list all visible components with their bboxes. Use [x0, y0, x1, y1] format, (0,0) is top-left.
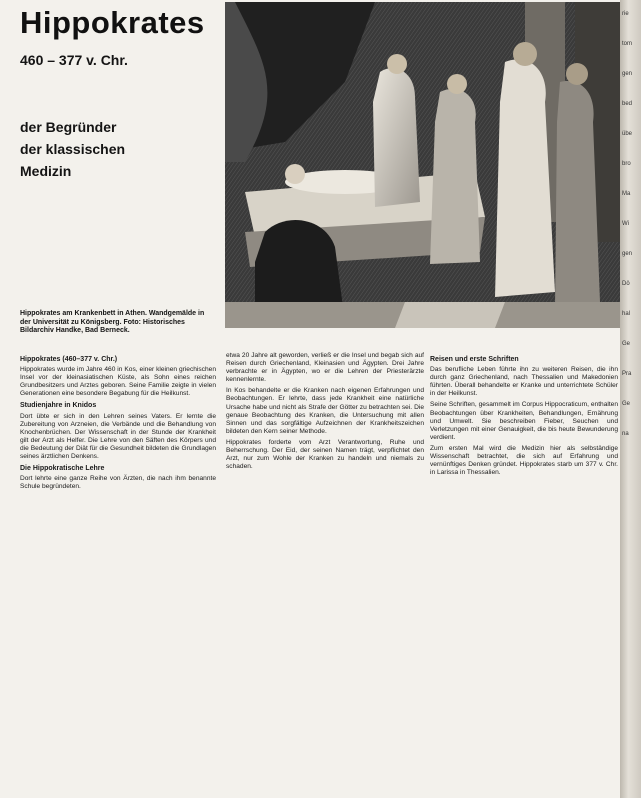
paragraph: Dort lehrte eine ganze Reihe von Ärzten, die nach ihm benannte Schule begründeten. [20, 475, 216, 491]
adjacent-page-fragment: übe [622, 131, 633, 137]
section-heading: Hippokrates (460–377 v. Chr.) [20, 356, 118, 363]
article-header [20, 6, 220, 68]
paragraph: Hippokrates forderte vom Arzt Verantwortung, Ruhe und Beherrschung. Der Eid, der seinen Namen trägt, verpflichtet den Arzt, nur zum Wohle der Kranken zu handeln und niemals zu schaden. [226, 438, 424, 471]
adjacent-page-edge [620, 0, 641, 798]
article-title: Hippokrates [20, 5, 205, 40]
adjacent-page-fragment: Dö [622, 281, 630, 287]
adjacent-page-fragment: rie [622, 11, 629, 17]
section-heading: Studienjahre in Knidos [20, 402, 97, 410]
paragraph: Hippokrates wurde im Jahre 460 in Kos, einer kleinen griechischen Insel vor der kleinasiatischen Küste, als Sohn eines reichen Grundbesitzers und Arztes geboren. Seine Familie zeigte in vielen Generationen eine besondere Begabung für die Heilkunst. [20, 366, 216, 398]
text-column-3 [430, 352, 618, 480]
paragraph: Dort übte er sich in den Lehren seines Vaters. Er lernte die Zubereitung von Arzneien, die Verbände und die Behandlung von Knochenbrüchen. Der Wissenschaft in der Stunde der Krankheit gilt der Arzt als Helfer. Die Lehre von den Säften des Körpers und die Bedeutung der Diät für die Gesundheit bildeten die Grundlagen seines ärztlichen Denkens. [20, 412, 216, 461]
section-heading: Reisen und erste Schriften [430, 356, 519, 363]
adjacent-page-fragment: Ma [622, 191, 631, 197]
adjacent-page-fragment: bed [622, 101, 633, 107]
adjacent-page-fragment: tom [622, 41, 633, 47]
paragraph: In Kos behandelte er die Kranken nach eigenen Erfahrungen und Beobachtungen. Er lehrte, dass jede Krankheit eine natürliche Ursache habe und nicht als Strafe der Götter zu betrachten sei. Die genaue Beobachtung des Kranken, die Untersuchung mit allen Sinnen und das sorgfältige Aufzeichnen der Krankheitszeichen bildeten den Kern seiner Methode. [226, 387, 424, 435]
life-dates: 460 – 377 v. Chr. [20, 52, 128, 68]
adjacent-page-fragment: Pra [622, 371, 632, 377]
article-subtitle [20, 116, 220, 182]
adjacent-page-fragment: hal [622, 311, 631, 317]
engraving-image [225, 2, 625, 328]
adjacent-page-fragment: Wi [622, 221, 629, 227]
adjacent-page-fragment: na [622, 431, 629, 437]
adjacent-page-fragment: bro [622, 161, 631, 167]
engraving-illustration [225, 2, 625, 328]
subtitle-line: der Begründer [20, 119, 117, 135]
adjacent-page-fragment: gen [622, 71, 633, 77]
subtitle-line: der klassischen [20, 141, 126, 157]
paragraph: Zum ersten Mal wird die Medizin hier als selbständige Wissenschaft betrachtet, die sich auf Erfahrung und vernünftiges Denken gründet. Hippokrates starb um 377 v. Chr. in Larissa in Thessalien. [430, 444, 618, 477]
text-column-1 [20, 352, 216, 494]
text-column-2 [226, 352, 424, 474]
paragraph: etwa 20 Jahre alt geworden, verließ er die Insel und begab sich auf Reisen durch Griechenland, Kleinasien und Ägypten. Drei Jahre verbrachte er in Ägypten, wo er die Lehren der Priesterärzte kennenlernte. [226, 352, 424, 384]
section-heading: Die Hippokratische Lehre [20, 465, 105, 473]
adjacent-page-text [622, 10, 640, 460]
adjacent-page-fragment: gen [622, 251, 633, 257]
adjacent-page-fragment: Ge [622, 341, 631, 347]
paragraph: Das berufliche Leben führte ihn zu weiteren Reisen, die ihn durch ganz Griechenland, nach Thessalien und Makedonien führten. Überall behandelte er Kranke und unterrichtete Schüler in der Heilkunst. [430, 366, 618, 398]
image-caption: Hippokrates am Krankenbett in Athen. Wandgemälde in der Universität zu Königsberg. Foto: Historisches Bildarchiv Handke, Bad Berneck. [20, 310, 205, 335]
paragraph: Seine Schriften, gesammelt im Corpus Hippocraticum, enthalten Beobachtungen über Krankheiten, Behandlungen, Ernährung und Umwelt. Sie beschreiben Fieber, Seuchen und Verletzungen mit einer Genauigkeit, die bis heute Bewunderung verdient. [430, 401, 618, 441]
adjacent-page-fragment: Ge [622, 401, 631, 407]
subtitle-line: Medizin [20, 163, 72, 179]
